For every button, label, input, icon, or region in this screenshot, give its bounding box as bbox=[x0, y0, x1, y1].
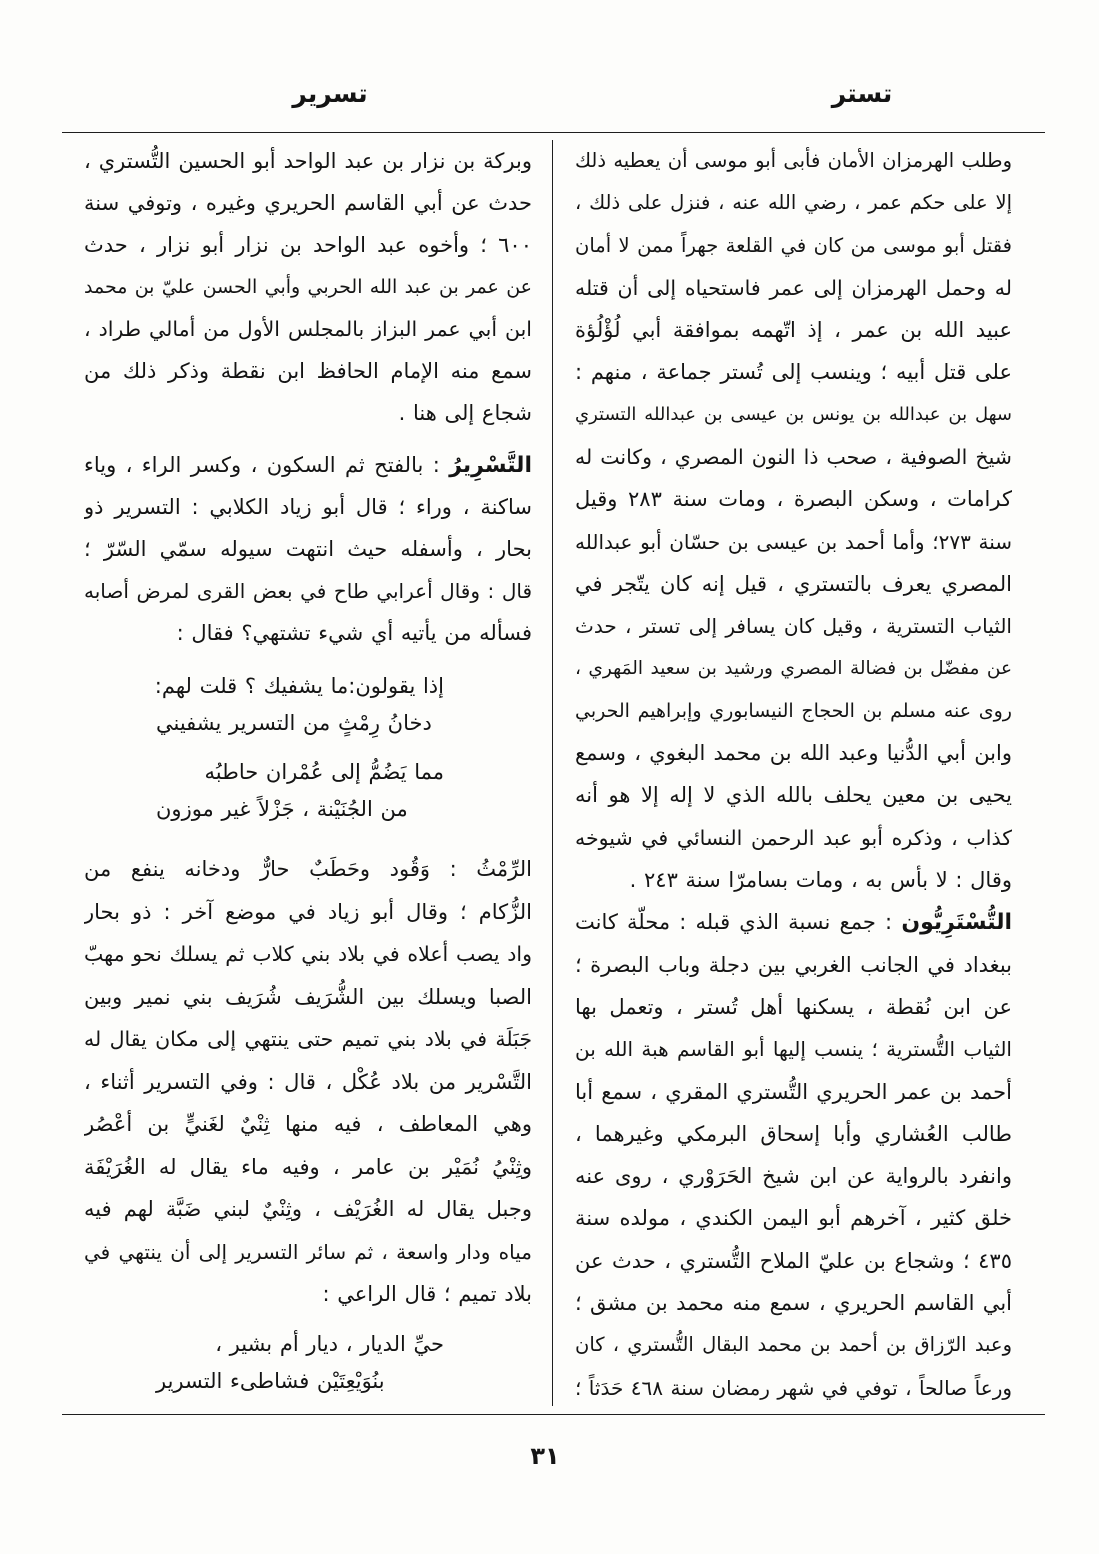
text-line: مياه ودار واسعة ، ثم سائر التسرير إلى أن ينتهي في bbox=[84, 1239, 532, 1264]
text-line: واد يصب أعلاه في بلاد بني كلاب ثم يسلك نحو مهبّ bbox=[84, 942, 532, 966]
text-line: حدث عن أبي القاسم الحريري وغيره ، وتوفي سنة bbox=[84, 191, 532, 215]
poem-hemistich-first: مما يَضُمُّ إلى عُمْران حاطبُه bbox=[204, 760, 444, 784]
text-line: بحار ، وأسفله حيث انتهت سيوله سمّي السّرّ ؛ bbox=[84, 537, 532, 561]
text-line: فقتل أبو موسى من كان في القلعة جهراً ممن لا أمان bbox=[575, 233, 1012, 257]
entry-headword: التَّسْرِيرُ bbox=[449, 453, 532, 478]
entry-headword: التُّسْتَرِيُّون bbox=[901, 910, 1012, 936]
dictionary-entry bbox=[575, 901, 1012, 1409]
text-line: جَبَلَة في بلاد بني تميم حتى ينتهي إلى مكان يقال له bbox=[84, 1027, 532, 1051]
text-line: ببغداد في الجانب الغربي بين دجلة وباب البصرة ؛ bbox=[575, 952, 1012, 977]
header-rule bbox=[62, 132, 1045, 133]
text-line: على قتل أبيه ؛ وينسب إلى تُستر جماعة ، منهم : bbox=[575, 360, 1012, 385]
entry-definition-start: : جمع نسبة الذي قبله : محلّة كانت bbox=[575, 910, 893, 935]
text-line: سنة ٢٧٣؛ وأما أحمد بن عيسى بن حسّان أبو عبدالله bbox=[575, 529, 1012, 554]
text-line: ٦٠٠ ؛ وأخوه عبد الواحد بن نزار أبو نزار ، حدث bbox=[84, 233, 532, 257]
poem-hemistich-second: بنُوَيْعِتَيْن فشاطىء التسرير bbox=[156, 1368, 385, 1393]
text-line: وجبل يقال له الغُرَيْف ، وثِنْيٌ لبني ضَبَّة لهم فيه bbox=[84, 1197, 532, 1221]
paragraph bbox=[575, 140, 1012, 901]
paragraph bbox=[84, 848, 532, 1316]
text-line: شيخ الصوفية ، صحب ذا النون المصري ، وكانت له bbox=[575, 445, 1012, 470]
poem bbox=[84, 668, 532, 828]
footer-rule bbox=[62, 1414, 1045, 1415]
text-line: روى عنه مسلم بن الحجاج النيسابوري وإبراهيم الحربي bbox=[575, 699, 1012, 722]
poem-hemistich-second: دخانُ رِمْثٍ من التسرير يشفيني bbox=[156, 711, 432, 735]
right-column bbox=[575, 140, 1012, 1409]
entry-first-line bbox=[84, 444, 532, 486]
text-line: كرامات ، وسكن البصرة ، ومات سنة ٢٨٣ وقيل bbox=[575, 487, 1012, 512]
running-header-left: تسرير bbox=[292, 79, 368, 108]
text-line: أحمد بن عمر الحريري التُّستري المقري ، سمع أبا bbox=[575, 1079, 1012, 1104]
text-line: ابن أبي عمر البزاز بالمجلس الأول من أمالي طراد ، bbox=[84, 317, 532, 341]
text-line: وهي المعاطف ، فيه منها ثِنْيٌ لغَنيٍّ بن أعْصُر bbox=[84, 1112, 532, 1136]
text-line: وطلب الهرمزان الأمان فأبى أبو موسى أن يعطيه ذلك bbox=[575, 149, 1012, 172]
poem-hemistich-first: إذا يقولون:ما يشفيك ؟ قلت لهم: bbox=[154, 674, 444, 698]
text-line: عن عمر بن عبد الله الحربي وأبي الحسن عليّ بن محمد bbox=[84, 276, 532, 298]
text-line: ورعاً صالحاً ، توفي في شهر رمضان سنة ٤٦٨ حَدَثاً ؛ bbox=[575, 1375, 1012, 1400]
text-line: كذاب ، وذكره أبو عبد الرحمن النسائي في شيوخه bbox=[575, 825, 1012, 850]
running-header-right: تستر bbox=[831, 79, 893, 108]
text-line: ٤٣٥ ؛ وشجاع بن عليّ الملاح التُّستري ، حدث عن bbox=[575, 1248, 1012, 1273]
text-line: سمع منه الإمام الحافظ ابن نقطة وذكر ذلك من bbox=[84, 359, 532, 383]
text-line: التَّسْرير من بلاد عُكْل ، قال : وفي التسرير أثناء ، bbox=[84, 1069, 532, 1094]
paragraph-continuation bbox=[84, 140, 532, 434]
text-line: عن مفضّل بن فضالة المصري ورشيد بن سعيد المَهري ، bbox=[575, 657, 1012, 679]
column-divider bbox=[552, 140, 553, 1406]
text-line: وابن أبي الدُّنيا وعبد الله بن محمد البغوي ، وسمع bbox=[575, 741, 1012, 766]
text-line: طالب العُشاري وأبا إسحاق البرمكي وغيرهما ، bbox=[575, 1121, 1012, 1146]
text-line: له وحمل الهرمزان إلى عمر فاستحياه إلى أن قتله bbox=[575, 275, 1012, 300]
text-line: أبي القاسم الحريري ، سمع منه محمد بن مشق ؛ bbox=[575, 1291, 1012, 1316]
dictionary-entry bbox=[84, 444, 532, 654]
poem-hemistich-first: حيِّ الديار ، ديار أم بشير ، bbox=[215, 1331, 444, 1356]
text-line: الزُّكام ؛ وقال أبو زياد في موضع آخر : ذو بحار bbox=[84, 899, 532, 924]
text-line: قال : وقال أعرابي طاح في بعض القرى لمرض أصابه bbox=[84, 579, 532, 603]
text-line: الثياب التسترية ، وقيل كان يسافر إلى تستر ، حدث bbox=[575, 614, 1012, 639]
text-line: وعبد الرّزاق بن أحمد بن محمد البقال التُّستري ، كان bbox=[575, 1333, 1012, 1357]
text-line: المصري يعرف بالتستري ، قيل إنه كان يتّجر في bbox=[575, 571, 1012, 596]
poem-hemistich-second: من الجُنَيْنة ، جَزْلاً غير موزون bbox=[156, 797, 408, 821]
text-line: الصبا ويسلك بين الشُّرَيف شُرَيف بني نمير وبين bbox=[84, 984, 532, 1009]
text-line: وقال : لا بأس به ، ومات بسامرّا سنة ٢٤٣ . bbox=[629, 868, 1012, 893]
poem bbox=[84, 1326, 532, 1400]
text-line: وثِنْيُ نُمَيْر بن عامر ، وفيه ماء يقال له الغُرَيْفَة bbox=[84, 1154, 532, 1179]
left-column bbox=[84, 140, 532, 1400]
text-line: خلق كثير ، آخرهم أبو اليمن الكندي ، مولده سنة bbox=[575, 1206, 1012, 1231]
text-line: عبيد الله بن عمر ، إذ اتّهمه بموافقة أبي لُؤْلُؤة bbox=[575, 318, 1012, 343]
text-line: ساكنة ، وراء ؛ قال أبو زياد الكلابي : التسرير ذو bbox=[84, 495, 532, 519]
page-number: ٣١ bbox=[530, 1442, 560, 1470]
text-line: شجاع إلى هنا . bbox=[398, 401, 532, 425]
text-line: إلا على حكم عمر ، رضي الله عنه ، فنزل على ذلك ، bbox=[575, 191, 1012, 215]
entry-first-line bbox=[575, 901, 1012, 943]
text-line: وانفرد بالرواية عن ابن شيخ الحَرَوْري ، روى عنه bbox=[575, 1164, 1012, 1189]
text-line: يحيى بن معين يحلف بالله الذي لا إله إلا هو أنه bbox=[575, 783, 1012, 808]
text-line: وبركة بن نزار بن عبد الواحد أبو الحسين التُّستري ، bbox=[84, 149, 532, 173]
text-line: الرِّمْثُ : وَقُود وحَطَبٌ حارٌّ ودخانه ينفع من bbox=[84, 857, 532, 881]
text-line: عن ابن نُقطة ، يسكنها أهل تُستر ، وتعمل بها bbox=[575, 994, 1012, 1019]
text-line: فسأله من يأتيه أي شيء تشتهي؟ فقال : bbox=[176, 621, 532, 645]
entry-definition-start: : بالفتح ثم السكون ، وكسر الراء ، وياء bbox=[84, 453, 440, 477]
text-line: سهل بن عبدالله بن يونس بن عيسى بن عبدالله التستري bbox=[575, 403, 1012, 425]
text-line: بلاد تميم ؛ قال الراعي : bbox=[322, 1282, 532, 1306]
text-line: الثياب التُّسترية ؛ ينسب إليها أبو القاسم هبة الله بن bbox=[575, 1037, 1012, 1062]
